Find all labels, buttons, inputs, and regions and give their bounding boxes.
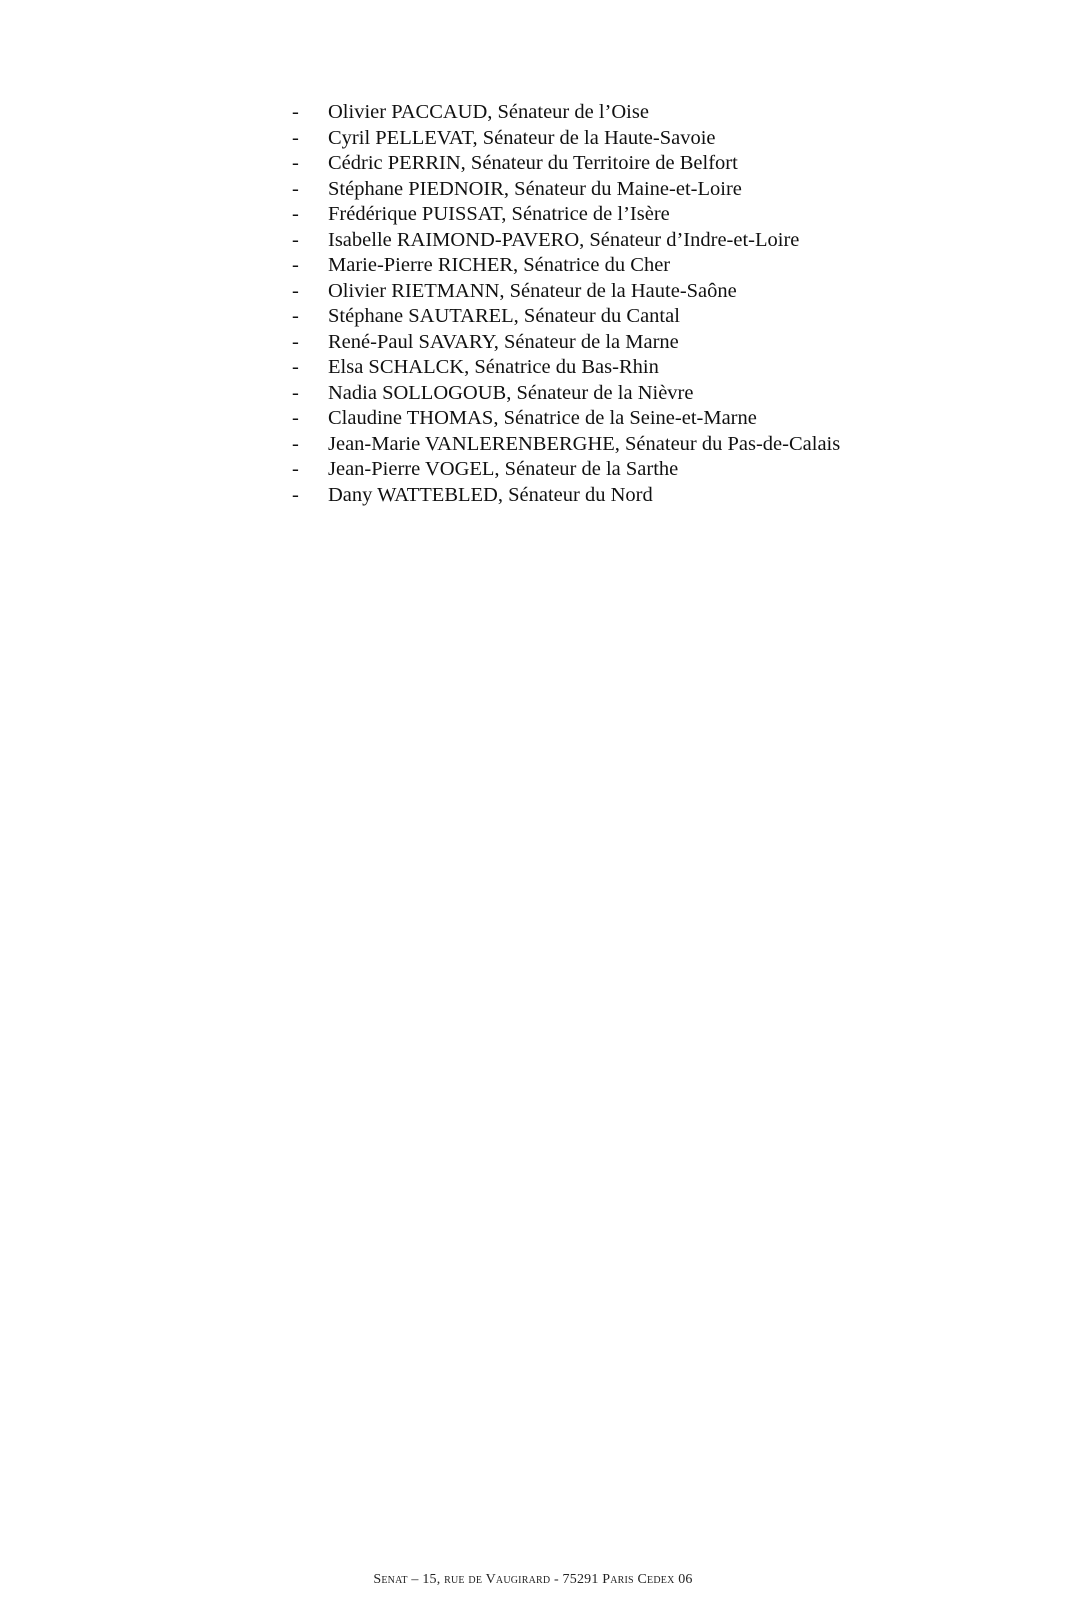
page-footer (0, 1572, 1066, 1588)
signatory-text: Marie-Pierre RICHER, Sénatrice du Cher (328, 254, 671, 276)
signatory-item (292, 228, 840, 254)
signatory-item (292, 202, 840, 228)
signatory-text: Stéphane SAUTAREL, Sénateur du Cantal (328, 305, 680, 327)
signatory-item (292, 355, 840, 381)
signatory-text: Jean-Pierre VOGEL, Sénateur de la Sarthe (328, 458, 679, 480)
signatory-text: Olivier PACCAUD, Sénateur de l’Oise (328, 101, 649, 123)
bullet-dash: - (292, 279, 299, 302)
signatory-item (292, 483, 840, 509)
bullet-dash: - (292, 356, 299, 378)
bullet-dash: - (292, 407, 299, 429)
signatory-item (292, 279, 840, 305)
signatory-text: Frédérique PUISSAT, Sénatrice de l’Isère (328, 203, 670, 225)
signatory-text: Cyril PELLEVAT, Sénateur de la Haute-Savoie (328, 126, 716, 149)
bullet-dash: - (292, 203, 299, 225)
bullet-dash: - (292, 432, 299, 455)
bullet-dash: - (292, 254, 299, 276)
signatory-text: Elsa SCHALCK, Sénatrice du Bas-Rhin (328, 356, 659, 378)
signatory-text: Nadia SOLLOGOUB, Sénateur de la Nièvre (328, 381, 694, 404)
bullet-dash: - (292, 101, 299, 123)
bullet-dash: - (292, 177, 299, 200)
bullet-dash: - (292, 305, 299, 327)
signatory-item (292, 151, 840, 177)
signatory-item (292, 457, 840, 483)
bullet-dash: - (292, 458, 299, 480)
signatory-item (292, 406, 840, 432)
footer-address: Senat – 15, rue de Vaugirard - 75291 Paris Cedex 06 (373, 1572, 693, 1587)
bullet-dash: - (292, 152, 299, 174)
signatory-text: Claudine THOMAS, Sénatrice de la Seine-et-Marne (328, 407, 757, 429)
signatory-item (292, 126, 840, 152)
bullet-dash: - (292, 330, 299, 353)
bullet-dash: - (292, 381, 299, 404)
signatory-text: Olivier RIETMANN, Sénateur de la Haute-Saône (328, 279, 737, 302)
signatory-item (292, 432, 840, 458)
signatory-item (292, 381, 840, 407)
bullet-dash: - (292, 228, 299, 251)
signatory-text: Isabelle RAIMOND-PAVERO, Sénateur d’Indre-et-Loire (328, 228, 800, 251)
signatory-item (292, 253, 840, 279)
signatory-item (292, 304, 840, 330)
signatory-item (292, 330, 840, 356)
signatory-text: Cédric PERRIN, Sénateur du Territoire de Belfort (328, 152, 738, 174)
signatory-item (292, 100, 840, 126)
signatory-item (292, 177, 840, 203)
signatory-text: Jean-Marie VANLERENBERGHE, Sénateur du Pas-de-Calais (328, 432, 841, 455)
signatory-list (292, 100, 840, 508)
signatory-text: Dany WATTEBLED, Sénateur du Nord (328, 483, 653, 506)
signatory-text: René-Paul SAVARY, Sénateur de la Marne (328, 330, 679, 353)
bullet-dash: - (292, 483, 299, 506)
signatory-text: Stéphane PIEDNOIR, Sénateur du Maine-et-Loire (328, 177, 742, 200)
bullet-dash: - (292, 126, 299, 149)
